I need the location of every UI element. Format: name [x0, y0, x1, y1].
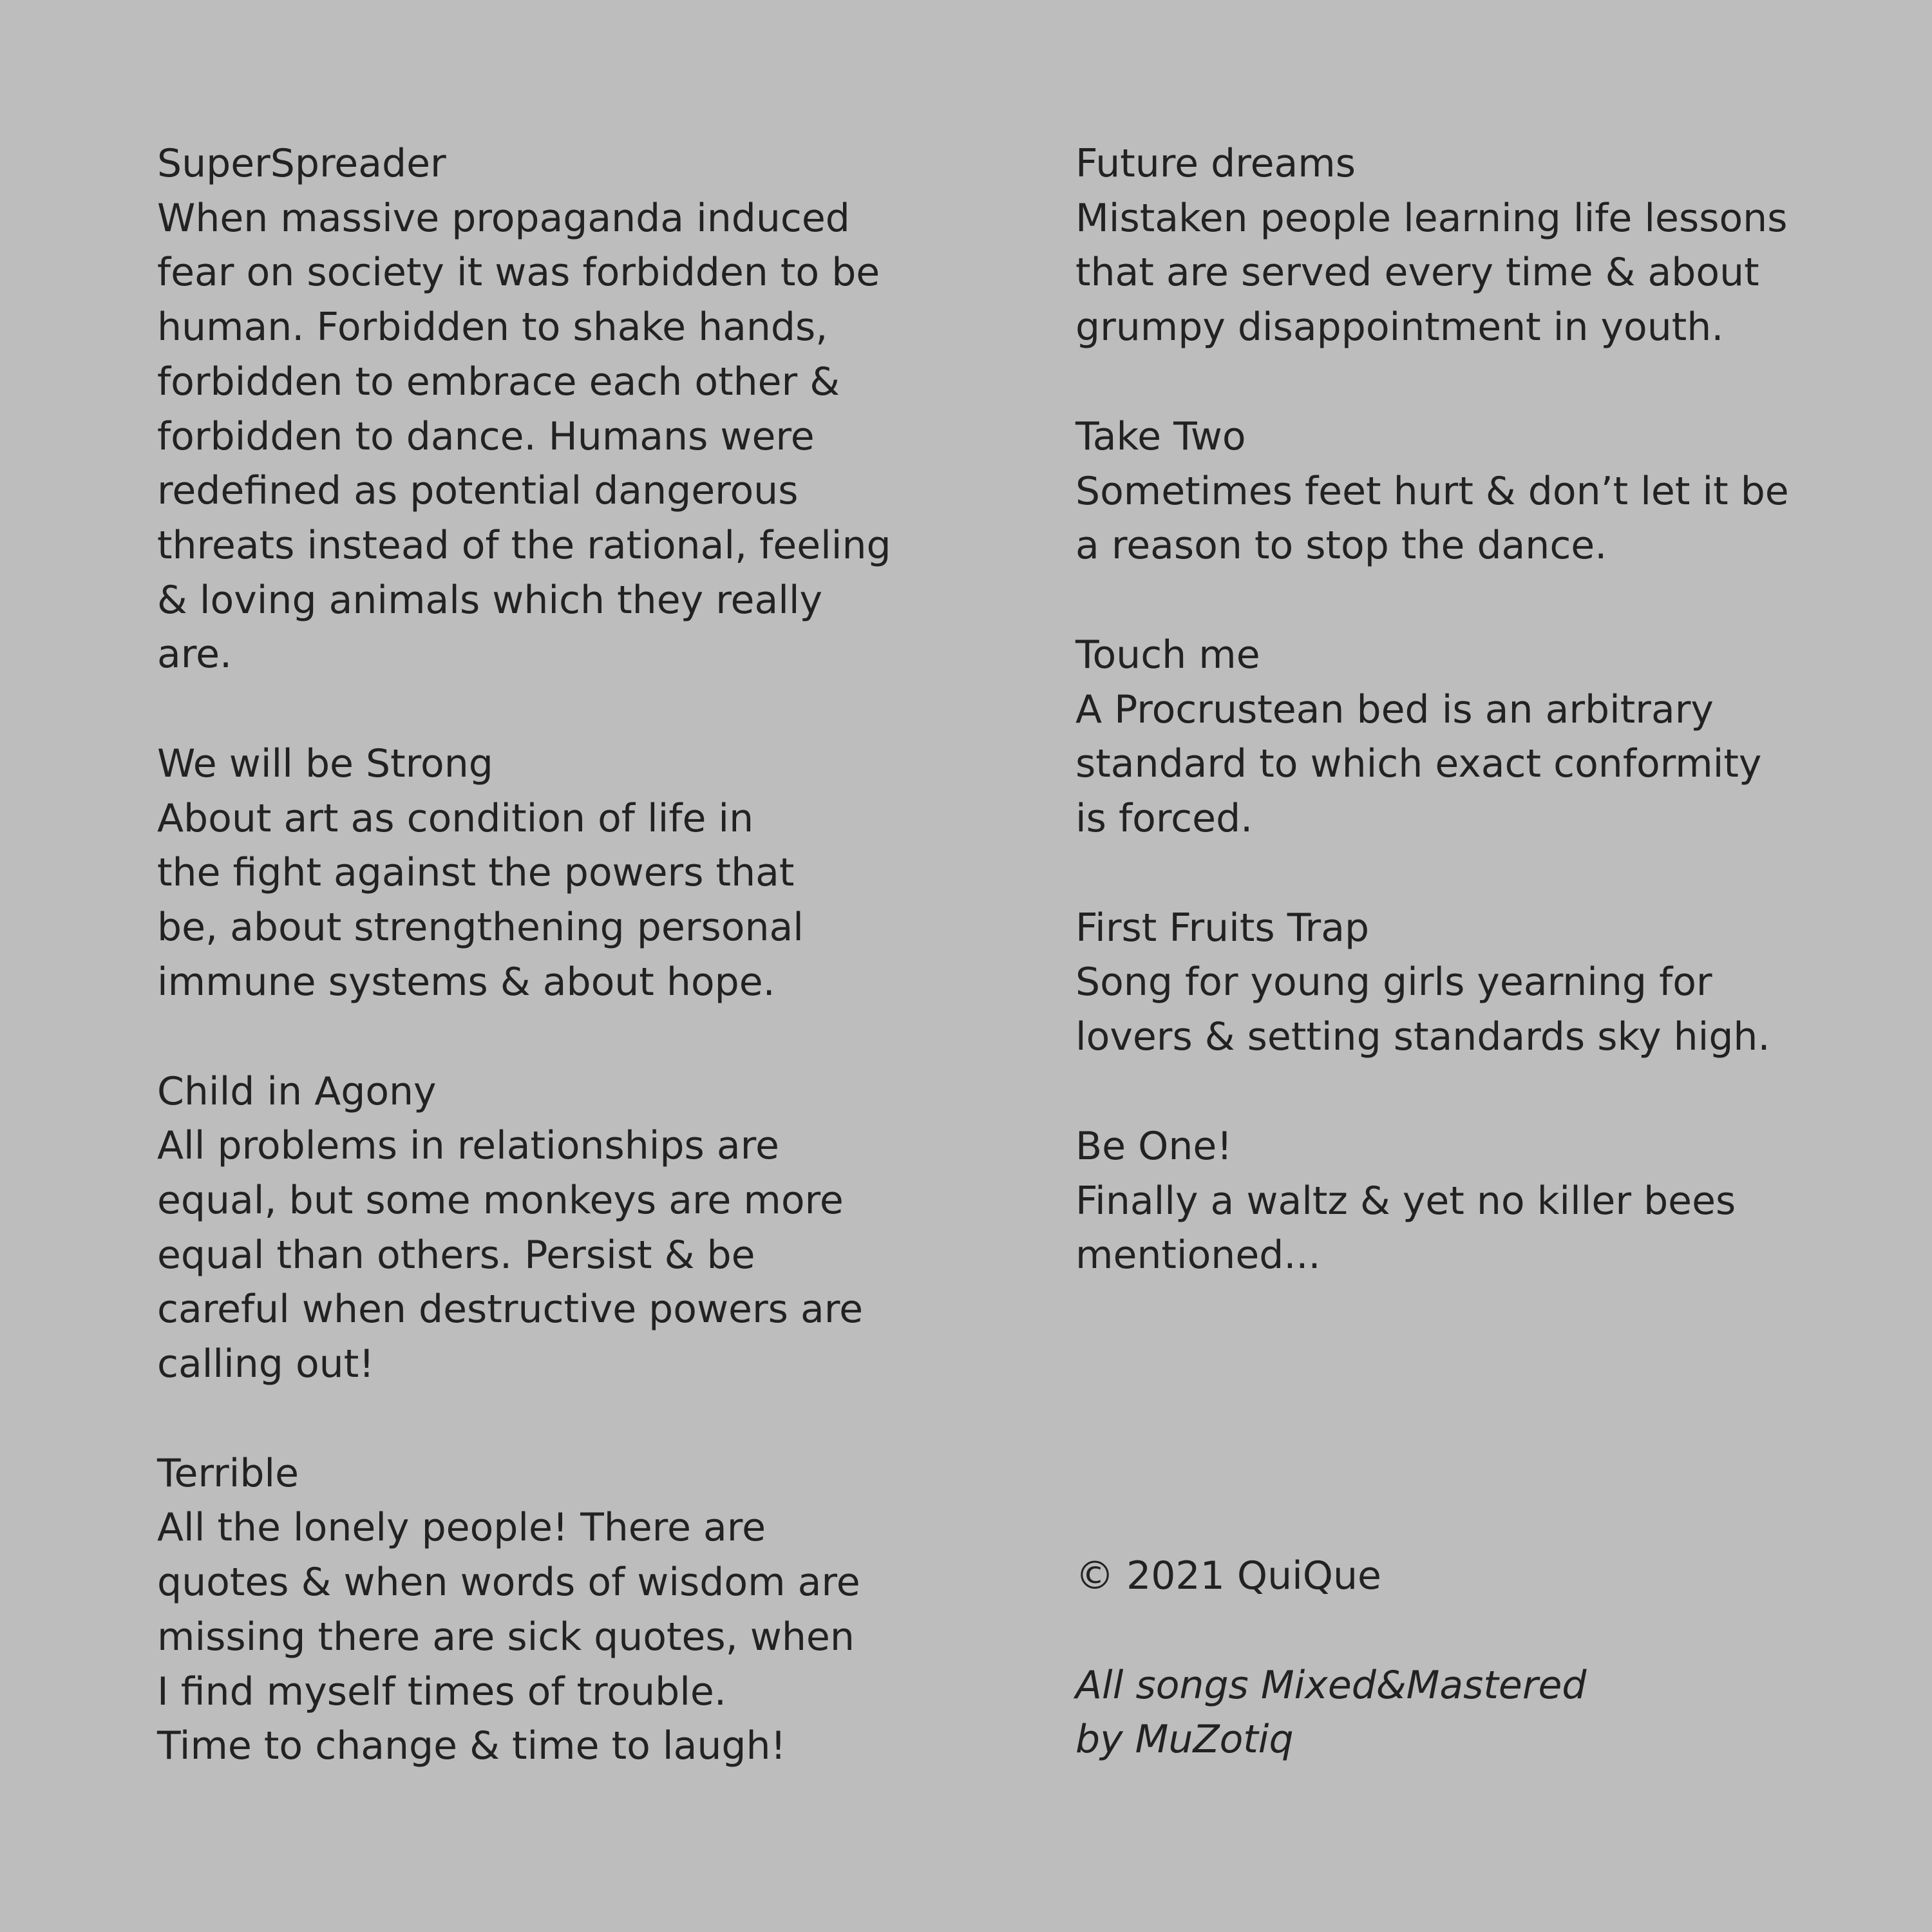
- song-description-line: equal, but some monkeys are more: [157, 1177, 844, 1223]
- song-description-line: mentioned...: [1075, 1233, 1321, 1278]
- mixing-credit: [1075, 1658, 1913, 1767]
- song-description-line: calling out!: [157, 1341, 375, 1387]
- song-description-line: Finally a waltz & yet no killer bees: [1075, 1178, 1736, 1224]
- song-description-line: quotes & when words of wisdom are: [157, 1560, 860, 1605]
- song-title: SuperSpreader: [157, 141, 446, 186]
- song-future-dreams: [1075, 137, 1913, 355]
- song-description-line: All problems in relationships are: [157, 1123, 779, 1169]
- song-title: Touch me: [1075, 632, 1260, 677]
- song-description-line: human. Forbidden to shake hands,: [157, 305, 828, 350]
- song-first-fruits-trap: [1075, 901, 1913, 1065]
- song-title: We will be Strong: [157, 741, 493, 787]
- song-child-in-agony: [157, 1065, 969, 1392]
- song-description-line: is forced.: [1075, 796, 1253, 842]
- song-description-line: equal than others. Persist & be: [157, 1232, 755, 1278]
- song-description-line: that are served every time & about: [1075, 250, 1759, 296]
- song-description-line: A Procrustean bed is an arbitrary: [1075, 687, 1714, 732]
- song-title: First Fruits Trap: [1075, 905, 1370, 951]
- song-description-line: fear on society it was forbidden to be: [157, 250, 880, 296]
- song-description-line: & loving animals which they really: [157, 577, 823, 623]
- song-we-will-be-strong: [157, 737, 969, 1010]
- song-description-line: When massive propaganda induced: [157, 195, 850, 241]
- song-description-line: Mistaken people learning life lessons: [1075, 195, 1788, 241]
- song-description-line: the fight against the powers that: [157, 850, 795, 896]
- song-description-line: careful when destructive powers are: [157, 1287, 863, 1332]
- song-title: Terrible: [157, 1450, 299, 1496]
- song-description-line: threats instead of the rational, feeling: [157, 522, 891, 568]
- credits: [1075, 1549, 1913, 1767]
- mixing-credit-line: All songs Mixed&Mastered: [1075, 1662, 1587, 1708]
- song-description-line: lovers & setting standards sky high.: [1075, 1014, 1770, 1060]
- song-superspreader: [157, 137, 969, 682]
- right-column: [1075, 137, 1913, 1338]
- song-description-line: are.: [157, 632, 232, 677]
- song-description-line: immune systems & about hope.: [157, 959, 775, 1005]
- song-title: Child in Agony: [157, 1068, 437, 1114]
- song-description-line: be, about strengthening personal: [157, 905, 804, 951]
- song-title: Take Two: [1075, 413, 1246, 459]
- song-description-line: a reason to stop the dance.: [1075, 523, 1607, 569]
- song-be-one: [1075, 1119, 1913, 1283]
- song-touch-me: [1075, 628, 1913, 846]
- song-take-two: [1075, 410, 1913, 573]
- song-description-line: redefined as potential dangerous: [157, 468, 799, 514]
- song-description-line: About art as condition of life in: [157, 795, 754, 841]
- song-description-line: Sometimes feet hurt & don’t let it be: [1075, 468, 1789, 514]
- song-description-line: All the lonely people! There are: [157, 1505, 766, 1551]
- copyright-notice: © 2021 QuiQue: [1075, 1553, 1381, 1598]
- song-title: Be One!: [1075, 1123, 1233, 1169]
- song-description-line: grumpy disappointment in youth.: [1075, 305, 1724, 350]
- mixing-credit-line: by MuZotiq: [1075, 1717, 1294, 1763]
- song-terrible: [157, 1446, 969, 1774]
- left-column: [157, 137, 969, 1828]
- song-description-line: missing there are sick quotes, when: [157, 1614, 855, 1660]
- song-title: Future dreams: [1075, 141, 1356, 186]
- song-description-line: forbidden to embrace each other &: [157, 359, 840, 404]
- song-description-line: Song for young girls yearning for: [1075, 960, 1712, 1005]
- song-description-line: forbidden to dance. Humans were: [157, 413, 815, 459]
- song-description-line: standard to which exact conformity: [1075, 741, 1762, 787]
- song-description-line: Time to change & time to laugh!: [157, 1723, 786, 1769]
- song-description-line: I find myself times of trouble.: [157, 1669, 726, 1714]
